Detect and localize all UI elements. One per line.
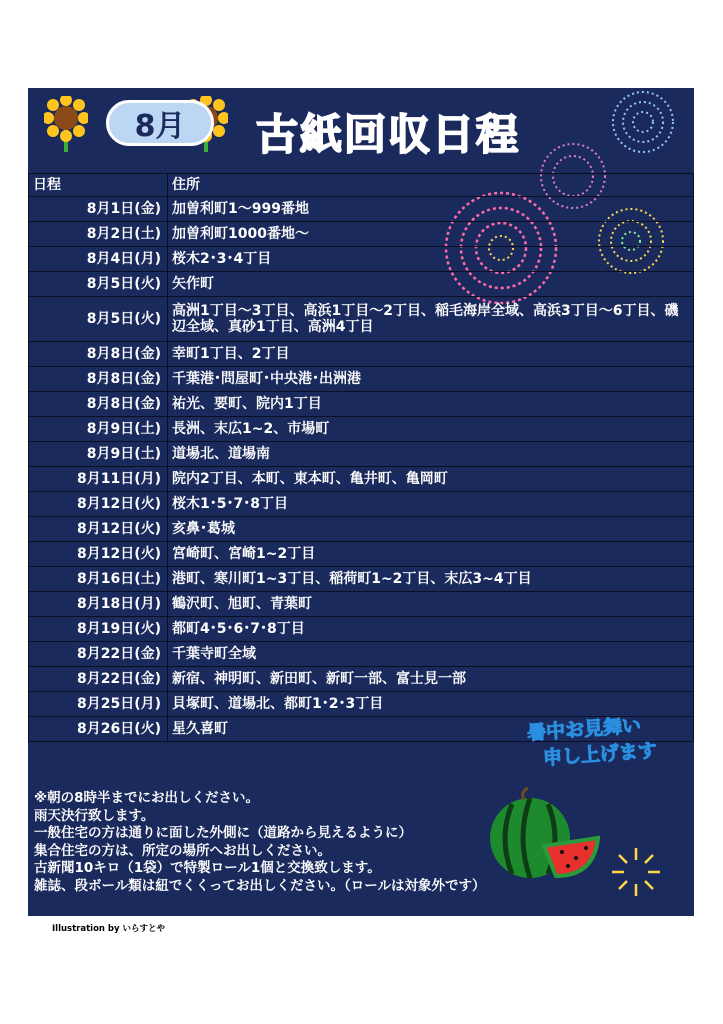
row-address: 都町4･5･6･7･8丁目 — [168, 617, 694, 642]
table-row — [29, 442, 694, 467]
row-date: 8月9日(土) — [29, 417, 168, 442]
table-row — [29, 617, 694, 642]
note-line: 一般住宅の方は通りに面した外側に（道路から見えるように） — [34, 825, 412, 841]
summer-greeting — [526, 712, 657, 773]
table-row — [29, 517, 694, 542]
table-row — [29, 392, 694, 417]
row-address: 宮崎町、宮崎1~2丁目 — [168, 542, 694, 567]
table-row — [29, 642, 694, 667]
row-address: 千葉寺町全域 — [168, 642, 694, 667]
schedule-table — [28, 173, 694, 742]
table-row — [29, 567, 694, 592]
table-row — [29, 692, 694, 717]
row-date: 8月18日(月) — [29, 592, 168, 617]
note-line: 古新聞10キロ（1袋）で特製ロール1個と交換致します。 — [34, 860, 381, 876]
column-header-date: 日程 — [29, 174, 168, 197]
row-date: 8月8日(金) — [29, 367, 168, 392]
summer-greeting-line2: 申し上げます — [542, 739, 658, 770]
fireworks-icon — [608, 844, 664, 900]
note-line: 雑誌、段ボール類は紐でくくってお出しください。（ロールは対象外です） — [34, 877, 486, 894]
row-address: 加曽利町1000番地～ — [168, 222, 694, 247]
row-address: 港町、寒川町1~3丁目、稲荷町1~2丁目、末広3~4丁目 — [168, 567, 694, 592]
row-address: 高洲1丁目～3丁目、高浜1丁目～2丁目、稲毛海岸全域、高浜3丁目～6丁目、磯辺全域、真砂1丁目、高洲4丁目 — [168, 297, 694, 342]
page-title: 古紙回収日程 — [256, 110, 521, 159]
row-address: 鶴沢町、旭町、青葉町 — [168, 592, 694, 617]
row-address: 矢作町 — [168, 272, 694, 297]
row-address: 桜木1･5･7･8丁目 — [168, 492, 694, 517]
row-date: 8月26日(火) — [29, 717, 168, 742]
note-line: 集合住宅の方は、所定の場所へお出しください。 — [34, 842, 331, 859]
table-row — [29, 342, 694, 367]
row-date: 8月19日(火) — [29, 617, 168, 642]
row-date: 8月8日(金) — [29, 392, 168, 417]
table-row — [29, 297, 694, 342]
note-line: ※朝の8時半までにお出しください。 — [34, 790, 260, 806]
table-row — [29, 467, 694, 492]
row-address: 星久喜町 — [168, 717, 694, 742]
table-row — [29, 417, 694, 442]
row-date: 8月1日(金) — [29, 197, 168, 222]
row-date: 8月8日(金) — [29, 342, 168, 367]
poster — [28, 88, 694, 916]
column-header-address: 住所 — [168, 174, 694, 197]
row-date: 8月22日(金) — [29, 667, 168, 692]
row-address: 祐光、要町、院内1丁目 — [168, 392, 694, 417]
table-row — [29, 542, 694, 567]
row-date: 8月4日(月) — [29, 247, 168, 272]
table-row — [29, 592, 694, 617]
row-address: 亥鼻･葛城 — [168, 517, 694, 542]
month-badge: 8月 — [106, 100, 214, 146]
row-address: 千葉港･問屋町･中央港･出洲港 — [168, 367, 694, 392]
row-address: 院内2丁目、本町、東本町、亀井町、亀岡町 — [168, 467, 694, 492]
row-date: 8月2日(土) — [29, 222, 168, 247]
table-row — [29, 367, 694, 392]
note-line: 雨天決行致します。 — [34, 807, 155, 824]
row-date: 8月25日(月) — [29, 692, 168, 717]
row-date: 8月5日(火) — [29, 297, 168, 342]
row-date: 8月11日(月) — [29, 467, 168, 492]
table-row — [29, 492, 694, 517]
table-row — [29, 272, 694, 297]
table-row — [29, 247, 694, 272]
row-date: 8月22日(金) — [29, 642, 168, 667]
table-row — [29, 667, 694, 692]
row-address: 道場北、道場南 — [168, 442, 694, 467]
row-address: 貝塚町、道場北、都町1･2･3丁目 — [168, 692, 694, 717]
illustration-credit: Illustration by いらすとや — [52, 924, 166, 934]
row-date: 8月12日(火) — [29, 542, 168, 567]
table-header-row — [29, 174, 694, 197]
table-row — [29, 222, 694, 247]
sunflower-icon — [44, 96, 88, 152]
row-date: 8月5日(火) — [29, 272, 168, 297]
summer-greeting-line1: 暑中お見舞い — [526, 714, 642, 745]
row-date: 8月16日(土) — [29, 567, 168, 592]
row-date: 8月12日(火) — [29, 517, 168, 542]
notes — [34, 790, 485, 895]
row-date: 8月12日(火) — [29, 492, 168, 517]
table-row — [29, 197, 694, 222]
row-address: 桜木2･3･4丁目 — [168, 247, 694, 272]
row-address: 加曽利町1～999番地 — [168, 197, 694, 222]
row-address: 幸町1丁目、2丁目 — [168, 342, 694, 367]
row-address: 新宿、神明町、新田町、新町一部、富士見一部 — [168, 667, 694, 692]
row-date: 8月9日(土) — [29, 442, 168, 467]
row-address: 長洲、末広1~2、市場町 — [168, 417, 694, 442]
watermelon-icon — [486, 786, 606, 886]
